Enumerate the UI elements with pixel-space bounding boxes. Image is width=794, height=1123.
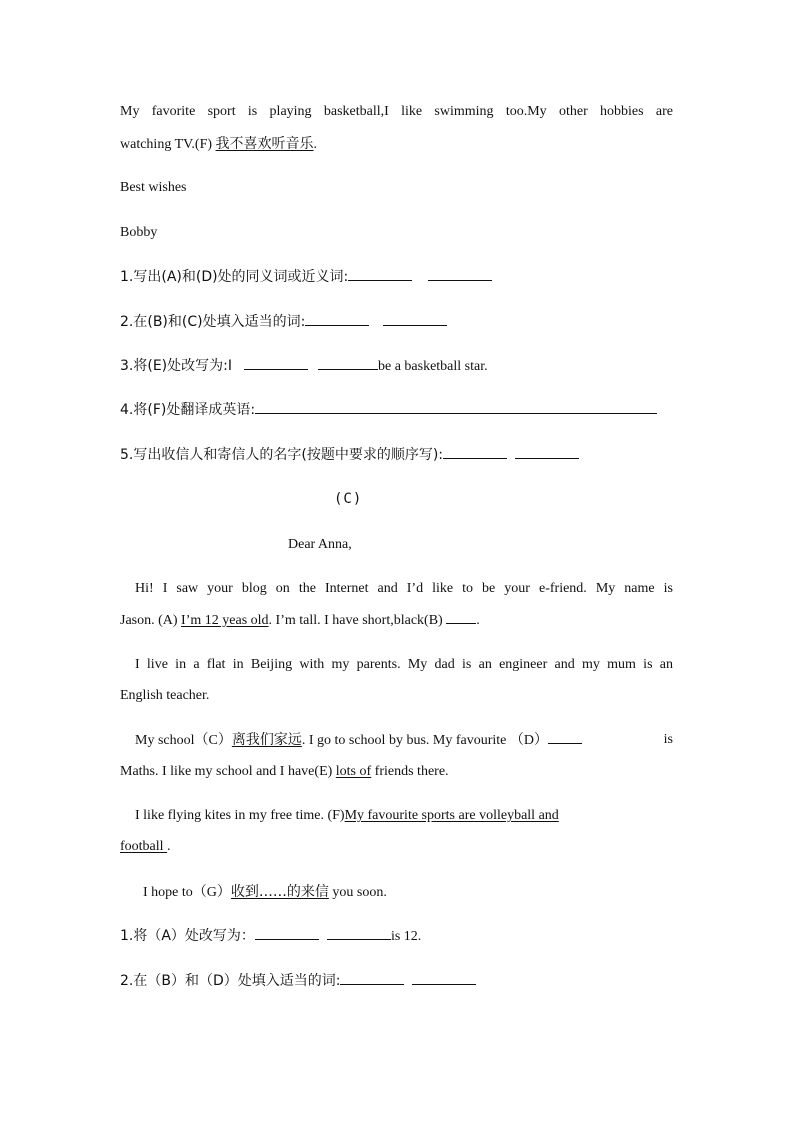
question-b-4 (120, 401, 673, 420)
answer-blank[interactable] (327, 927, 391, 940)
letter-c-underlined-g: 收到……的来信 (230, 884, 329, 900)
letter-c-p5-end: you soon. (328, 885, 387, 900)
letter-c-p3-line-2 (120, 763, 673, 781)
letter-c-p2-line-1: I live in a flat in Beijing with my parents. My dad is an engineer and my mum is an (135, 657, 673, 672)
answer-blank[interactable] (305, 313, 369, 326)
letter-c-greeting: Dear Anna, (288, 537, 352, 552)
letter-c-p3-line-1 (135, 731, 673, 750)
question-b-3-text: 3.将(E)处改写为:I (120, 358, 232, 374)
question-b-1-text: 1.写出(A)和(D)处的同义词或近义词: (120, 269, 349, 285)
question-b-2 (120, 313, 673, 332)
letter-c-p3-text-end: is (663, 732, 673, 747)
blank-d[interactable] (548, 731, 582, 744)
letter-c-p4-line-2 (120, 838, 673, 856)
question-c-2 (120, 972, 673, 991)
answer-blank[interactable] (318, 357, 378, 370)
answer-blank[interactable] (244, 357, 308, 370)
question-b-5-text: 5.写出收信人和寄信人的名字(按题中要求的顺序写): (120, 447, 443, 463)
letter-b-line-1: My favorite sport is playing basketball,I like swimming too.My other hobbies are (120, 104, 673, 119)
question-c-2-text: 2.在（B）和（D）处填入适当的词: (120, 973, 341, 989)
letter-c-p4-text: I like flying kites in my free time. (F) (135, 808, 345, 823)
answer-blank[interactable] (255, 927, 319, 940)
answer-blank[interactable] (443, 446, 507, 459)
answer-blank[interactable] (412, 972, 476, 985)
answer-blank[interactable] (340, 972, 404, 985)
question-b-1 (120, 268, 673, 287)
letter-b-underlined-sentence: 我不喜欢听音乐 (215, 136, 314, 152)
letter-c-underlined-a: I’m 12 yeas old (181, 613, 269, 628)
letter-c-p3-text: My school（C） (135, 733, 232, 748)
question-c-1 (120, 927, 673, 946)
letter-b-closing: Best wishes (120, 180, 187, 195)
letter-c-p1-line-2 (120, 611, 673, 630)
letter-b-line-2-text: watching TV.(F) (120, 137, 216, 152)
letter-c-underlined-f: My favourite sports are volleyball and (344, 808, 559, 823)
letter-c-p4-end: . (167, 839, 171, 854)
letter-c-p1-line-1: Hi! I saw your blog on the Internet and I’d like to be your e-friend. My name is (135, 581, 673, 596)
letter-c-underlined-c: 离我们家远 (231, 732, 302, 748)
letter-b-line-2-end: . (313, 137, 318, 152)
letter-c-underlined-e: lots of (335, 764, 372, 779)
letter-c-p1-text: Jason. (A) (120, 613, 182, 628)
answer-blank[interactable] (348, 268, 412, 281)
letter-c-p3-line-2-end: friends there. (371, 764, 449, 779)
answer-blank[interactable] (515, 446, 579, 459)
blank-b[interactable] (446, 611, 476, 624)
letter-c-p3-line-2-text: Maths. I like my school and I have(E) (120, 764, 336, 779)
letter-c-p2-line-2: English teacher. (120, 688, 210, 703)
answer-blank[interactable] (255, 401, 657, 414)
letter-c-underlined-f-cont: football (120, 839, 168, 854)
letter-c-p1-text-mid: . I’m tall. I have short,black(B) (268, 613, 447, 628)
answer-blank[interactable] (428, 268, 492, 281)
letter-c-p5 (143, 883, 673, 902)
question-b-3 (120, 357, 673, 376)
question-c-1-text: 1.将（A）处改写为： (120, 928, 255, 944)
letter-c-p5-text: I hope to（G） (143, 885, 231, 900)
question-c-1-tail: is 12. (390, 929, 422, 944)
question-b-5 (120, 446, 673, 465)
question-b-3-tail: be a basketball star. (377, 359, 488, 374)
letter-b-signature: Bobby (120, 225, 158, 240)
section-c-heading: (C) (334, 491, 363, 507)
letter-c-p1-end: . (476, 613, 480, 628)
answer-blank[interactable] (383, 313, 447, 326)
letter-b-line-2 (120, 135, 673, 154)
question-b-4-text: 4.将(F)处翻译成英语: (120, 402, 256, 418)
letter-c-p4-line-1 (135, 807, 673, 825)
letter-c-p3-text-mid: . I go to school by bus. My favourite （D） (301, 733, 548, 748)
question-b-2-text: 2.在(B)和(C)处填入适当的词: (120, 314, 306, 330)
